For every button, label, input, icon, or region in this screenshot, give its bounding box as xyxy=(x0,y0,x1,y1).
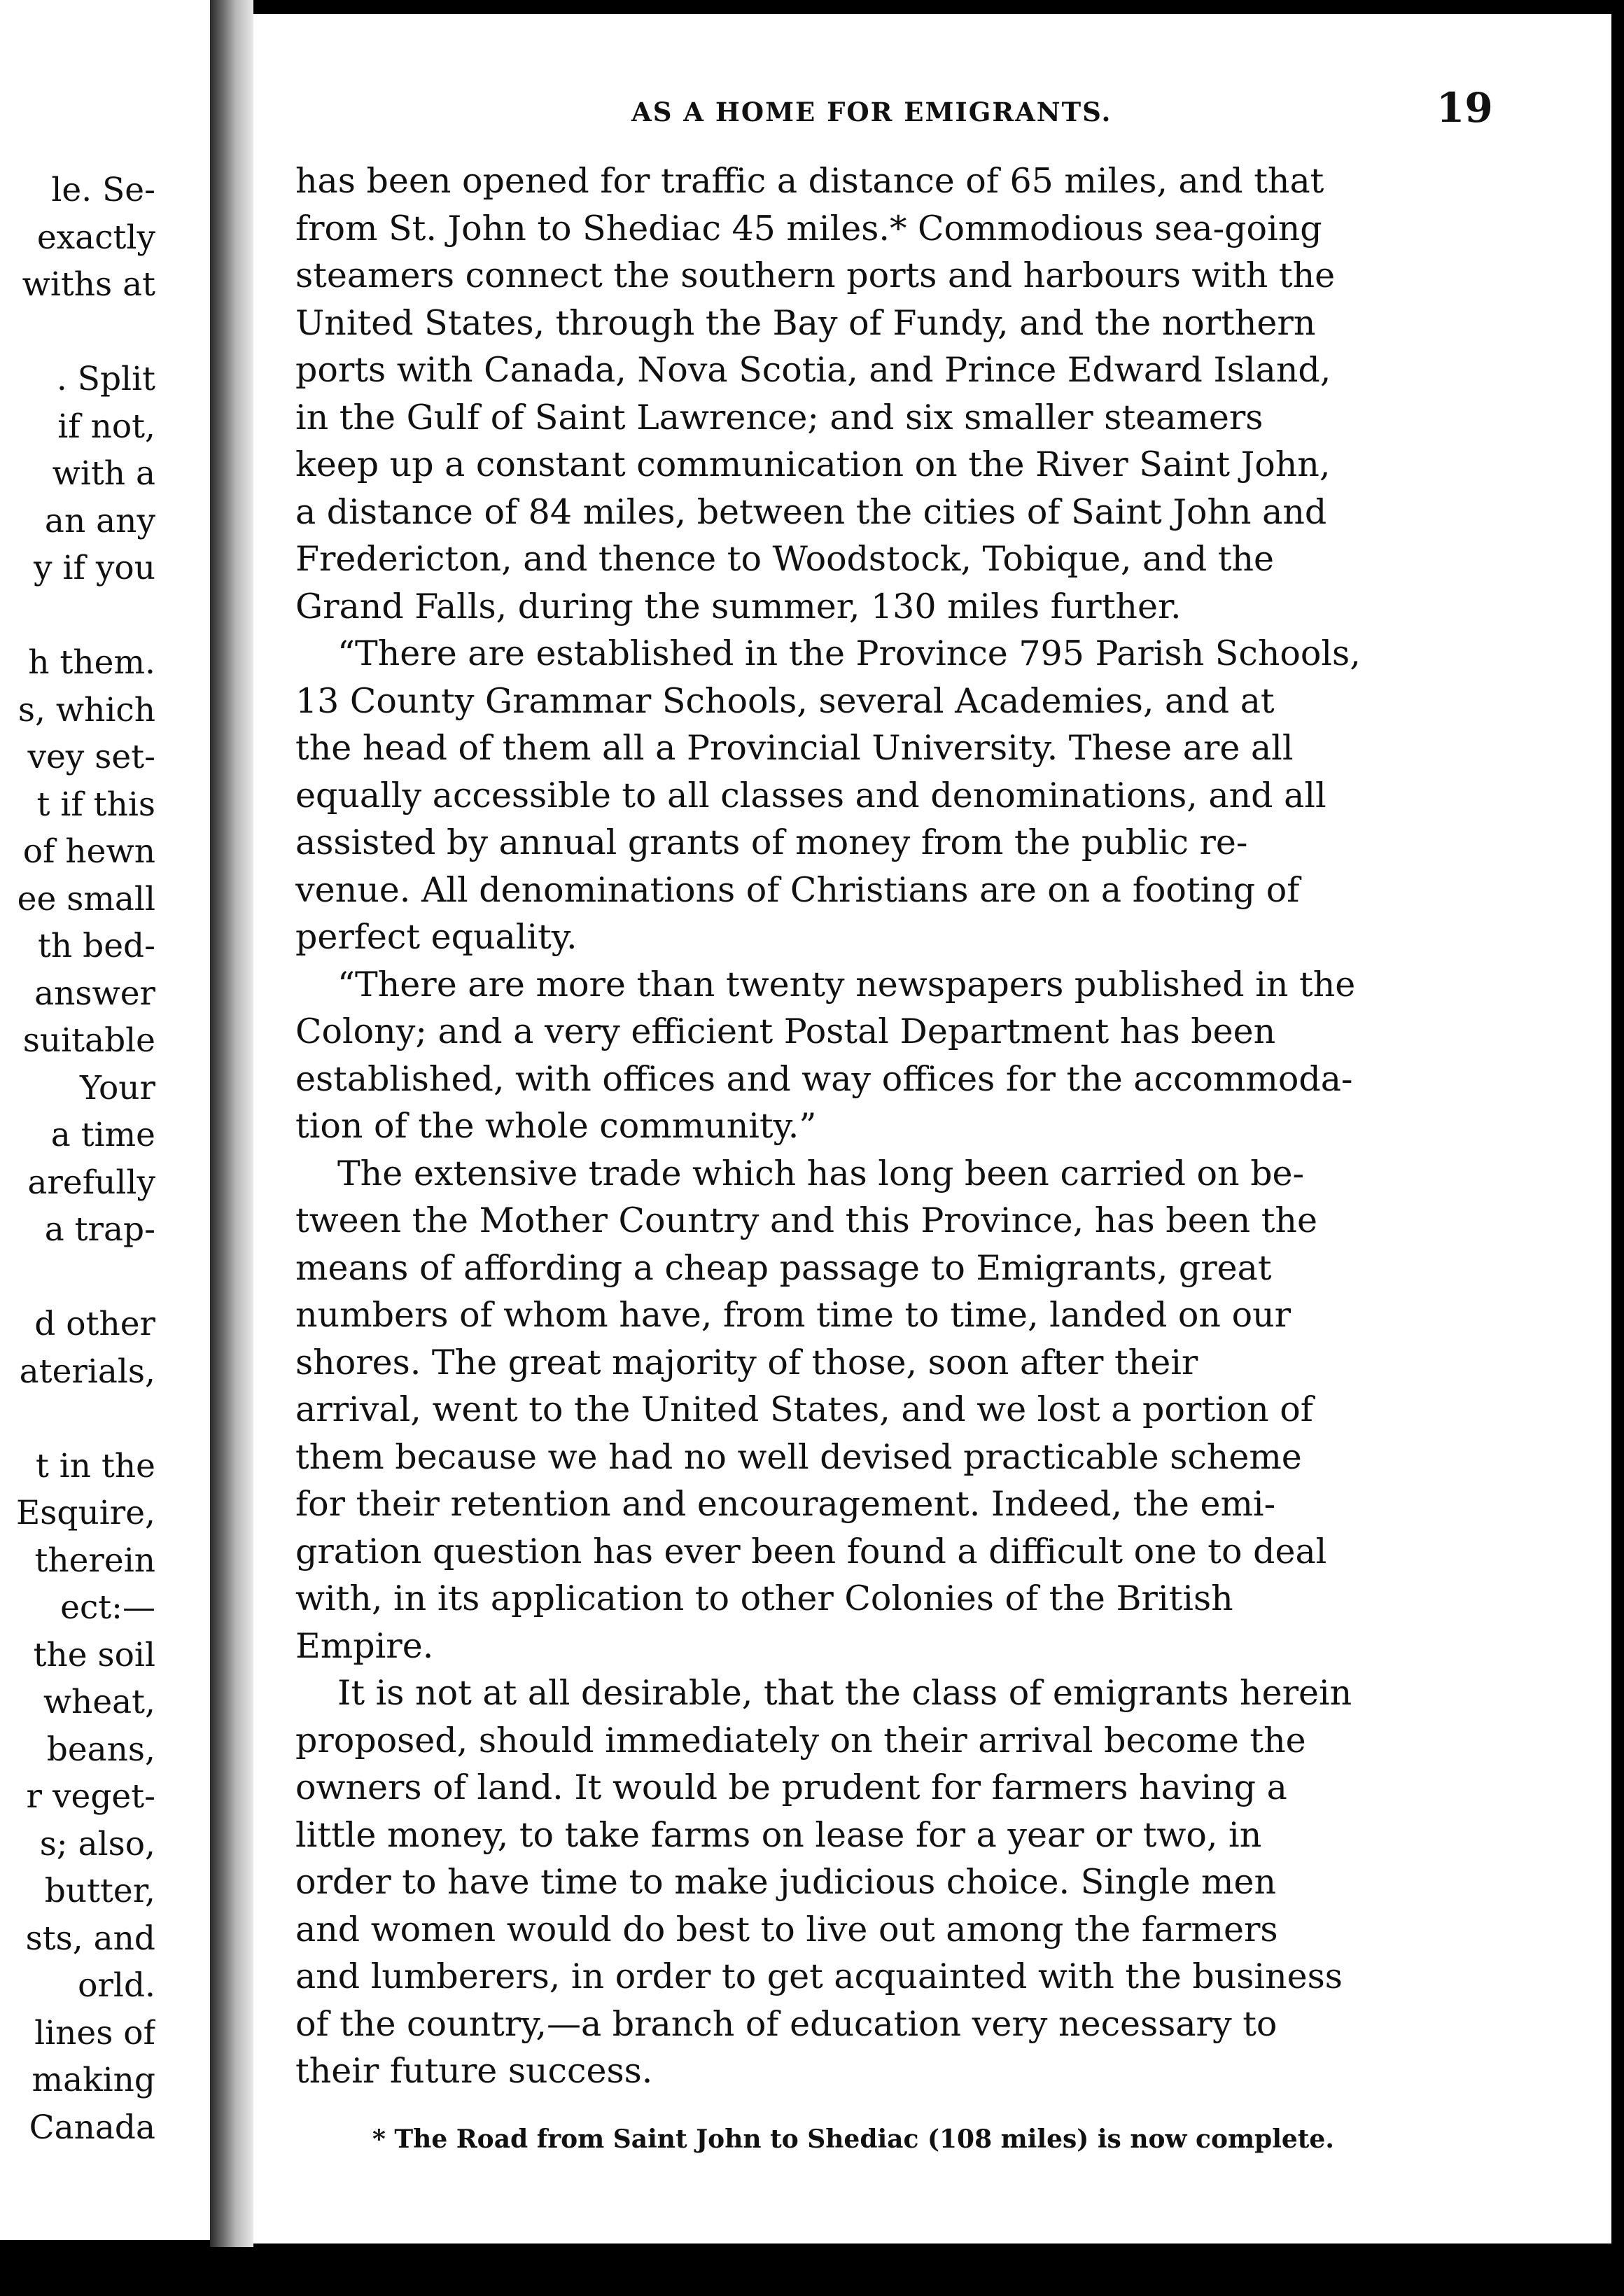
left-page-line: of hewn xyxy=(22,832,155,871)
left-page-line: a trap- xyxy=(44,1210,155,1249)
left-page-line: if not, xyxy=(57,407,155,446)
text-line: shores. The great majority of those, soon after their xyxy=(295,1342,1198,1382)
text-line: a distance of 84 miles, between the cities of Saint John and xyxy=(295,491,1327,532)
text-line: in the Gulf of Saint Lawrence; and six smaller steamers xyxy=(295,397,1264,438)
left-page-line: arefully xyxy=(27,1163,155,1202)
left-page-line: d other xyxy=(34,1305,155,1343)
text-line: “There are more than twenty newspapers published in the xyxy=(337,964,1356,1004)
left-page-line: Your xyxy=(80,1068,155,1107)
left-page-line: suitable xyxy=(22,1021,155,1060)
text-line: tween the Mother Country and this Province, has been the xyxy=(295,1200,1317,1240)
left-page-line: s; also, xyxy=(39,1824,155,1863)
left-page-line: exactly xyxy=(36,218,155,257)
left-page-line: withs at xyxy=(22,265,155,304)
text-line: “There are established in the Province 795 Parish Schools, xyxy=(337,634,1361,673)
running-title: AS A HOME FOR EMIGRANTS. xyxy=(631,97,1112,127)
page-number: 19 xyxy=(1436,84,1493,132)
left-page-line: th bed- xyxy=(38,927,155,965)
text-line: numbers of whom have, from time to time, landed on our xyxy=(295,1295,1292,1335)
text-line: established, with offices and way offices for the accommoda- xyxy=(295,1058,1353,1099)
left-page-line: orld. xyxy=(78,1966,155,2005)
left-page-line: y if you xyxy=(34,549,155,587)
left-page-text xyxy=(0,167,155,2151)
text-line: for their retention and encouragement. Indeed, the emi- xyxy=(295,1484,1276,1524)
left-page-line: beans, xyxy=(46,1730,155,1769)
text-line: keep up a constant communication on the River Saint John, xyxy=(295,444,1331,484)
text-line: steamers connect the southern ports and harbours with the xyxy=(295,255,1336,295)
left-page-line: r veget- xyxy=(26,1777,155,1816)
left-page-line: a time xyxy=(50,1116,155,1154)
book-gutter xyxy=(210,0,253,2247)
text-line: arrival, went to the United States, and we lost a portion of xyxy=(295,1390,1313,1429)
text-line: tion of the whole community.” xyxy=(295,1106,817,1146)
text-line: The extensive trade which has long been carried on be- xyxy=(337,1153,1305,1194)
left-page-line: Canada xyxy=(29,2108,155,2147)
text-line: with, in its application to other Colonies of the British xyxy=(295,1578,1233,1618)
left-page-line: Esquire, xyxy=(15,1494,155,1532)
text-line: from St. John to Shediac 45 miles.* Commodious sea-going xyxy=(295,208,1322,248)
left-page-line xyxy=(0,309,155,356)
text-line: Fredericton, and thence to Woodstock, Tobique, and the xyxy=(295,539,1275,579)
text-line: venue. All denominations of Christians are on a footing of xyxy=(295,869,1300,910)
text-line: Colony; and a very efficient Postal Department has been xyxy=(295,1011,1276,1051)
text-line: perfect equality. xyxy=(295,917,578,957)
text-line: the head of them all a Provincial University. These are all xyxy=(295,728,1294,768)
left-page-line: vey set- xyxy=(27,738,155,776)
running-head xyxy=(253,84,1611,140)
left-page-fragment xyxy=(0,0,210,2240)
text-line: little money, to take farms on lease for a year or two, in xyxy=(295,1814,1262,1855)
text-line: United States, through the Bay of Fundy, and the northern xyxy=(295,302,1316,343)
footnote: * The Road from Saint John to Shediac (108 miles) is now complete. xyxy=(372,2124,1334,2154)
text-line: and women would do best to live out among the farmers xyxy=(295,1909,1278,1949)
text-line: Grand Falls, during the summer, 130 miles further. xyxy=(295,586,1182,626)
text-line: has been opened for traffic a distance of 65 miles, and that xyxy=(295,161,1324,201)
text-line: gration question has ever been found a difficult one to deal xyxy=(295,1531,1327,1572)
text-line: of the country,—a branch of education very necessary to xyxy=(295,2003,1278,2044)
left-page-line: t if this xyxy=(36,785,155,824)
left-page-line: le. Se- xyxy=(51,171,155,209)
left-page-line: butter, xyxy=(44,1872,155,1910)
left-page-line: ee small xyxy=(17,879,155,918)
text-line: owners of land. It would be prudent for farmers having a xyxy=(295,1768,1287,1807)
left-page-line: wheat, xyxy=(43,1683,155,1721)
left-page-line: s, which xyxy=(18,690,155,729)
left-page-line: making xyxy=(31,2061,155,2099)
text-line: ports with Canada, Nova Scotia, and Prince Edward Island, xyxy=(295,350,1331,390)
left-page-line: answer xyxy=(34,974,155,1013)
text-line: It is not at all desirable, that the class of emigrants herein xyxy=(337,1673,1352,1713)
text-line: means of affording a cheap passage to Emigrants, great xyxy=(295,1247,1272,1288)
text-line: proposed, should immediately on their arrival become the xyxy=(295,1720,1306,1760)
left-page-line: t in the xyxy=(35,1446,155,1485)
text-line: order to have time to make judicious choice. Single men xyxy=(295,1862,1277,1902)
left-page-line: lines of xyxy=(34,2013,155,2052)
text-line: and lumberers, in order to get acquainted with the business xyxy=(295,1956,1343,1996)
left-page-line xyxy=(0,1395,155,1443)
right-page xyxy=(253,14,1611,2244)
left-page-line: the soil xyxy=(33,1635,155,1674)
body-text xyxy=(295,158,1496,2095)
left-page-line: with a xyxy=(52,454,155,493)
left-page-line: ect:— xyxy=(60,1588,155,1627)
left-page-line: therein xyxy=(34,1541,155,1580)
text-line: Empire. xyxy=(295,1625,434,1666)
left-page-line: . Split xyxy=(56,360,155,398)
left-page-line: aterials, xyxy=(19,1352,155,1391)
left-page-line xyxy=(0,1254,155,1301)
text-line: 13 County Grammar Schools, several Academies, and at xyxy=(295,680,1275,721)
left-page-line: h them. xyxy=(28,643,155,682)
left-page-line xyxy=(0,592,155,640)
text-line: assisted by annual grants of money from the public re- xyxy=(295,822,1248,862)
left-page-line: sts, and xyxy=(25,1919,155,1958)
text-line: their future success. xyxy=(295,2051,653,2091)
text-line: them because we had no well devised practicable scheme xyxy=(295,1436,1302,1477)
text-line: equally accessible to all classes and denominations, and all xyxy=(295,775,1326,816)
left-page-line: an any xyxy=(44,501,155,540)
